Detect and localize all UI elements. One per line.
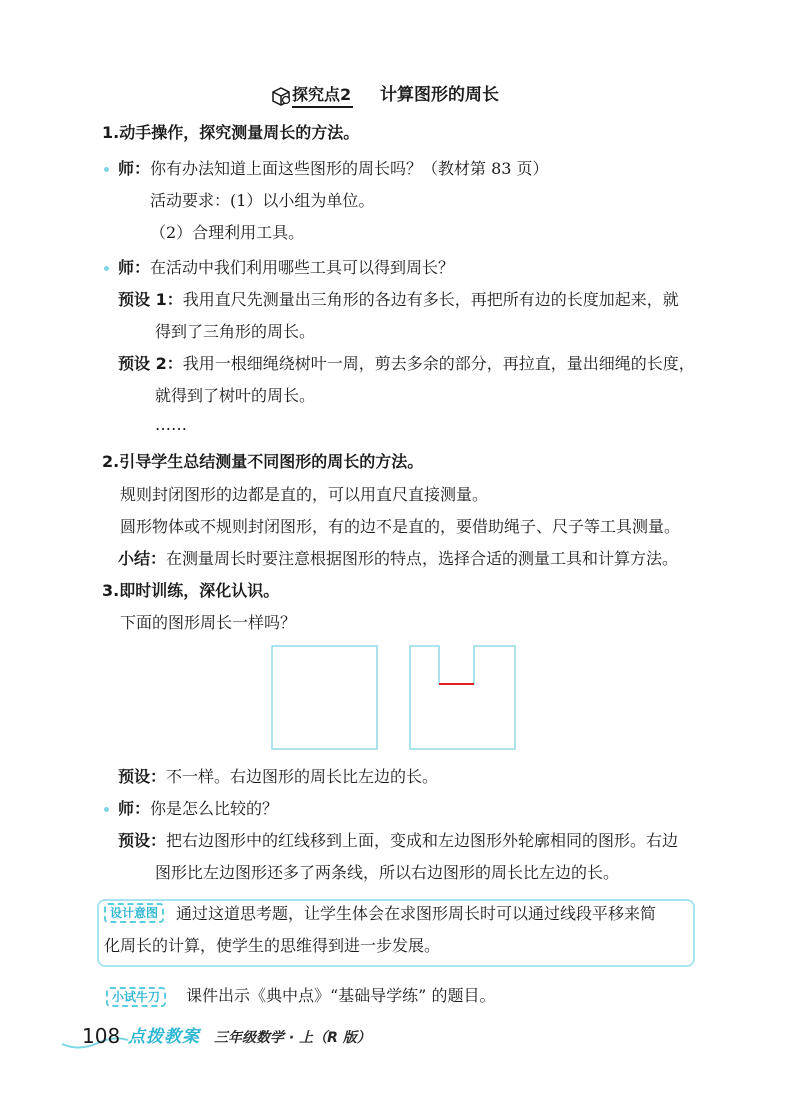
teacher-line-1 — [118, 158, 549, 180]
teacher-label: 师： — [118, 159, 151, 178]
step3-heading: 3.即时训练，深化认识。 — [102, 581, 280, 600]
teacher-line-3 — [118, 798, 278, 820]
preset-label: 预设 2： — [118, 354, 183, 373]
trial-tag: 小试牛刀 — [106, 987, 166, 1007]
preset-text: 我用直尺先测量出三角形的各边有多长，再把所有边的长度加起来，就 — [182, 290, 679, 309]
preset-label: 预设： — [118, 831, 167, 850]
page-number: 108 — [82, 1024, 121, 1048]
preset-2 — [118, 353, 695, 375]
bullet-dot — [104, 167, 109, 172]
ellipsis: …… — [155, 415, 187, 434]
section-title: 计算图形的周长 — [380, 85, 499, 105]
shape-comparison-figure — [270, 644, 520, 752]
trial-text: 课件出示《典中点》“基础导学练” 的题目。 — [186, 986, 496, 1005]
preset-explanation — [118, 830, 678, 852]
teacher-text: 你有办法知道上面这些图形的周长吗？（教材第 83 页） — [150, 159, 549, 178]
brand-logo: 点拨教案 — [128, 1027, 200, 1047]
preset-text: 不一样。右边图形的周长比左边的长。 — [166, 767, 439, 786]
teacher-label: 师： — [118, 799, 151, 818]
section-badge: 探究点2 — [292, 84, 353, 108]
left-square-shape — [272, 646, 377, 749]
preset-2-line2: 就得到了树叶的周长。 — [155, 386, 316, 405]
step2-heading: 2.引导学生总结测量不同图形的周长的方法。 — [102, 452, 424, 471]
design-line-1: 通过这道思考题，让学生体会在求图形周长时可以通过线段平移来简 — [176, 904, 657, 923]
question: 下面的图形周长一样吗？ — [120, 613, 297, 632]
book-title: 三年级数学 · 上（R 版） — [214, 1030, 371, 1046]
summary-line — [118, 548, 678, 570]
right-notched-shape — [410, 646, 515, 749]
preset-text: 我用一根细绳绕树叶一周，剪去多余的部分，再拉直，量出细绳的长度， — [182, 354, 695, 373]
preset-1-line2: 得到了三角形的周长。 — [155, 322, 316, 341]
teacher-text: 在活动中我们利用哪些工具可以得到周长？ — [150, 258, 455, 277]
design-intent-tag: 设计意图 — [104, 903, 164, 923]
preset-1 — [118, 289, 679, 311]
step1-heading: 1.动手操作，探究测量周长的方法。 — [102, 123, 360, 142]
requirement-1: 活动要求：(1）以小组为单位。 — [150, 191, 375, 210]
summary-text: 在测量周长时要注意根据图形的特点，选择合适的测量工具和计算方法。 — [166, 549, 679, 568]
preset-answer — [118, 766, 438, 788]
cube-icon — [270, 86, 292, 106]
bullet-dot — [104, 266, 109, 271]
rule-line-2: 圆形物体或不规则封闭图形，有的边不是直的，要借助绳子、尺子等工具测量。 — [120, 517, 681, 536]
design-line-2: 化周长的计算，使学生的思维得到进一步发展。 — [104, 936, 441, 955]
preset-label: 预设 1： — [118, 290, 183, 309]
bullet-dot — [104, 807, 109, 812]
teacher-label: 师： — [118, 258, 151, 277]
preset-text: 把右边图形中的红线移到上面，变成和左边图形外轮廓相同的图形。右边 — [166, 831, 679, 850]
preset-explanation-line2: 图形比左边图形还多了两条线，所以右边图形的周长比左边的长。 — [155, 863, 620, 882]
rule-line-1: 规则封闭图形的边都是直的，可以用直尺直接测量。 — [120, 485, 489, 504]
preset-label: 预设： — [118, 767, 167, 786]
requirement-2: （2）合理利用工具。 — [150, 223, 305, 242]
teacher-line-2 — [118, 257, 454, 279]
summary-label: 小结： — [118, 549, 167, 568]
teacher-text: 你是怎么比较的？ — [150, 799, 279, 818]
